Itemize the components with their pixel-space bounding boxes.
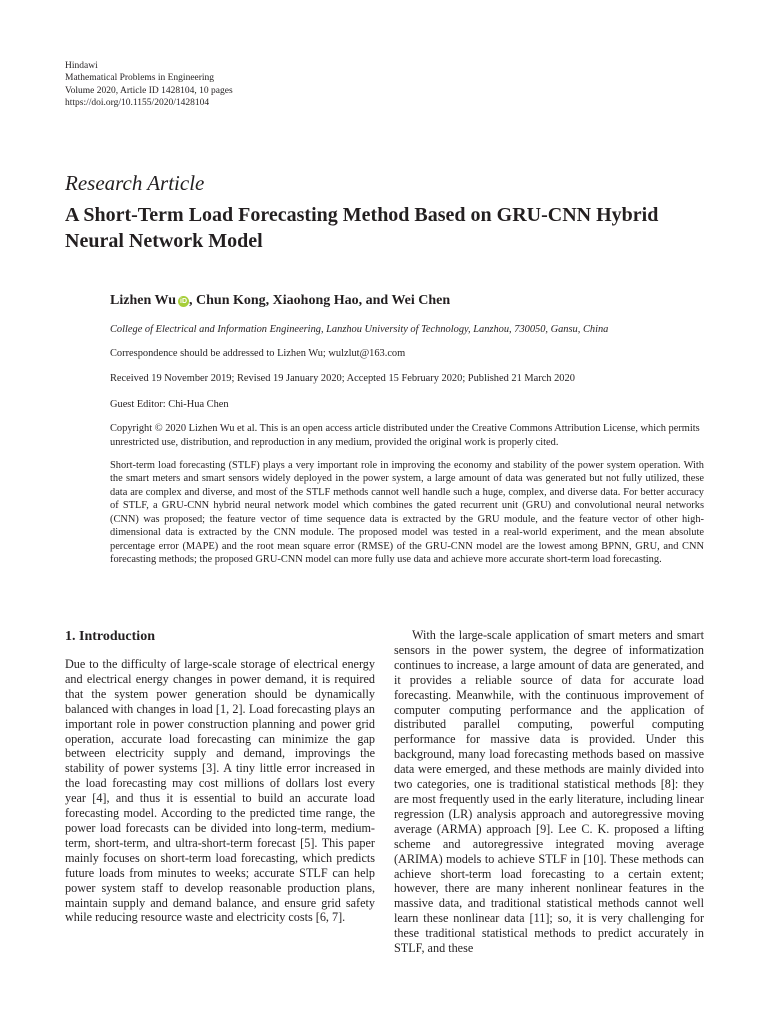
copyright-notice: Copyright © 2020 Lizhen Wu et al. This is an open access article distributed under the Creative Commons Attribution License, which permits unrestricted use, distribution, and reproduction in any medium, provided the original work is properly cited.	[110, 423, 700, 448]
paper-title: A Short-Term Load Forecasting Method Based on GRU-CNN Hybrid Neural Network Model	[65, 204, 659, 252]
publication-dates: Received 19 November 2019; Revised 19 January 2020; Accepted 15 February 2020; Published 21 March 2020	[110, 373, 575, 384]
abstract: Short-term load forecasting (STLF) plays a very important role in improving the economy and stability of the power system operation. With the smart meters and smart sensors widely deployed in the power system, a large amount of data was generated but not fully utilized, these data are complex and diverse, and most of the STLF methods cannot well handle such a huge, complex, and diverse data. For better accuracy of STLF, a GRU-CNN hybrid neural network model which combines the gated recurrent unit (GRU) and convolutional neural networks (CNN) was proposed; the feature vector of time sequence data is extracted by the GRU module, and the feature vector of other high-dimensional data is extracted by the CNN module. The proposed model was tested in a real-world experiment, and the mean absolute percentage error (MAPE) and the root mean square error (RMSE) of the GRU-CNN model are the lowest among BPNN, GRU, and CNN forecasting methods; the proposed GRU-CNN model can more fully use data and achieve more accurate short-term load forecasting.	[110, 460, 704, 566]
correspondence: Correspondence should be addressed to Lizhen Wu; wulzlut@163.com	[110, 348, 406, 359]
orcid-icon[interactable]: iD	[180, 298, 188, 305]
affiliation: College of Electrical and Information Engineering, Lanzhou University of Technology, Lanzhou, 730050, Gansu, China	[110, 324, 609, 335]
guest-editor: Guest Editor: Chi-Hua Chen	[110, 399, 229, 410]
other-authors: , Chun Kong, Xiaohong Hao, and Wei Chen	[189, 293, 451, 308]
first-author: Lizhen Wu	[110, 293, 177, 308]
body-text-right-column: With the large-scale application of smart meters and smart sensors in the power system, the degree of informatization continues to increase, a large amount of data are generated, and it provides a reliable source of data for accurate load forecasting. Meanwhile, with the continuous improvement of computer computing performance and the application of distributed parallel computing, powerful computing performance for massive data is provided. Under this background, many load forecasting methods based on massive data were emerged, and these methods are mainly divided into two categories, one is traditional statistical methods [8]: they are most frequently used in the early literature, including linear regression (LR) analysis approach and autoregressive moving average (ARMA) approach [9]. Lee C. K. proposed a lifting scheme and autoregressive integrated moving average (ARIMA) models to achieve STLF in [10]. These methods can achieve short-term load forecasting to a certain extent; however, there are many inherent nonlinear features in the massive data, and traditional statistical methods cannot well learn these nonlinear data [11]; so, it is very challenging for these traditional statistical methods to predict accurately in STLF, and these	[394, 628, 704, 956]
author-list	[110, 293, 450, 309]
section-heading: 1. Introduction	[65, 629, 155, 644]
volume-info: Volume 2020, Article ID 1428104, 10 pages	[65, 85, 233, 96]
journal-name: Mathematical Problems in Engineering	[65, 73, 215, 84]
journal-header	[65, 60, 233, 109]
publisher-name: Hindawi	[65, 61, 98, 71]
doi-link[interactable]: https://doi.org/10.1155/2020/1428104	[65, 97, 210, 108]
article-type: Research Article	[65, 171, 205, 195]
body-text-left-column: Due to the difficulty of large-scale storage of electrical energy and electrical energy changes in power demand, it is required that the system power generation should be dynamically balanced with changes in load [1, 2]. Load forecasting plays an important role in power construction planning and power grid operation, accurate load forecasting can minimize the gap between electricity supply and demand, improvings the stability of power systems [3]. A tiny little error increased in the load forecasting may cost millions of dollars lost every year [4], and thus it is essential to build an accurate load forecasting model. According to the predicted time range, the power load forecasts can be divided into long-term, medium-term, short-term, and ultra-short-term forecast [5]. This paper mainly focuses on short-term load forecasting, which predicts future loads from minutes to weeks; accurate STLF can help power system staff to develop reasonable production plans, maintain supply and demand balance, and ensure grid safety while reducing resource waste and electricity costs [6, 7].	[65, 657, 375, 925]
